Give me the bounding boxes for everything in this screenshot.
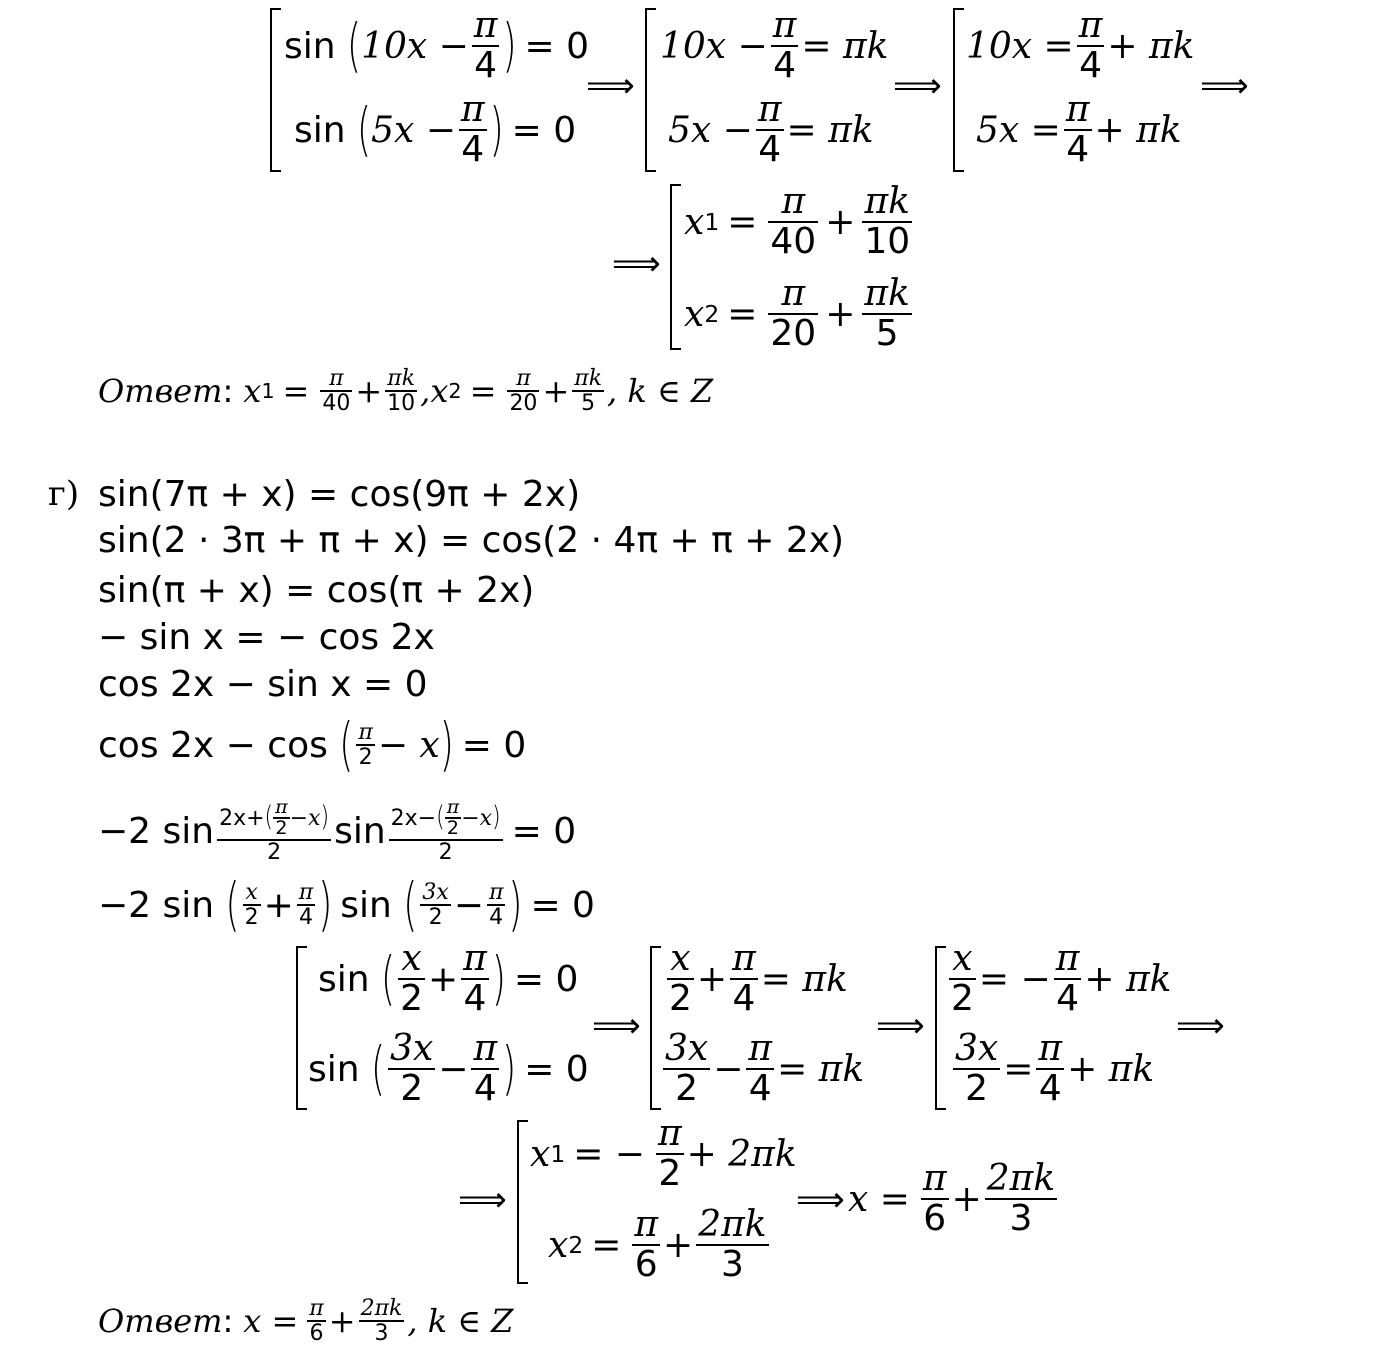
implies-arrow: ⟹ <box>1176 1006 1225 1046</box>
equation-row: 5x − $\frac{\pi}{4}$ = πk <box>668 89 874 170</box>
system-bracket <box>670 184 681 350</box>
fraction: $\frac{\pi}{2}$ <box>358 719 373 770</box>
fraction: $\frac{\pi}{4}$ <box>473 5 498 86</box>
answer-line: Ответ : x = $\frac{\pi}{6}$ + $\frac{2\pi k}{3}$ , k ∈ Z <box>98 1295 514 1346</box>
paren-open: ( <box>335 13 362 79</box>
equation-row: $\frac{3x}{2}$ − $\frac{\pi}{4}$ = πk <box>665 1028 865 1109</box>
fraction: $\frac{2\pi k}{3}$ <box>698 1204 767 1285</box>
fraction: $\frac{\pi}{4}$ <box>772 5 797 86</box>
implies-arrow: ⟹ <box>1200 66 1249 106</box>
fraction: $\frac{\pi}{4}$ <box>298 879 314 930</box>
equation-row: x 2 = $\frac{\pi}{20}$ + $\frac{\pi k}{5}$ <box>684 273 910 354</box>
fraction: $\frac{\pi}{20}$ <box>509 365 538 416</box>
equation-row: $\frac{3x}{2}$ = $\frac{\pi}{4}$ + πk <box>955 1028 1155 1109</box>
implies-arrow: ⟹ <box>893 66 942 106</box>
fraction: $\frac{3x}{2}$ <box>665 1028 709 1109</box>
argument: 5x − <box>371 109 456 151</box>
fraction: $\frac{2\pi k}{3}$ <box>360 1295 403 1346</box>
system-bracket <box>645 8 656 172</box>
fraction: $\frac{3x}{2}$ <box>422 879 449 930</box>
fraction: $\frac{\pi}{4}$ <box>488 879 504 930</box>
equation-line: cos 2x − sin x = 0 <box>98 664 428 705</box>
equation-row: 5x = $\frac{\pi}{4}$ + πk <box>976 89 1182 170</box>
sin-function: sin <box>294 109 346 151</box>
implies-arrow: ⟹ <box>458 1180 507 1220</box>
system-bracket <box>296 946 307 1110</box>
equation-row: $\frac{x}{2}$ + $\frac{\pi}{4}$ = πk <box>669 938 848 1019</box>
argument: 10x − <box>361 25 469 67</box>
equation-row <box>284 6 589 86</box>
fraction: $\frac{\pi}{4}$ <box>473 1028 498 1109</box>
implies-arrow: ⟹ <box>796 1180 845 1220</box>
equation-row: x 1 = $\frac{\pi}{40}$ + $\frac{\pi k}{10}$ <box>684 181 911 262</box>
equation-line: −2 sin ( $\frac{x}{2}$ + $\frac{\pi}{4}$ ) sin ( $\frac{3x}{2}$ − $\frac{\pi}{4}$ ) = 0 <box>98 872 595 938</box>
fraction: $\frac{3x}{2}$ <box>390 1028 434 1109</box>
equation-row: $\frac{x}{2}$ = − $\frac{\pi}{4}$ + πk <box>951 938 1172 1019</box>
system-bracket <box>517 1120 528 1284</box>
fraction: $\frac{x}{2}$ <box>244 879 259 930</box>
fraction: $\frac{\pi}{4}$ <box>757 89 782 170</box>
implies-arrow: ⟹ <box>876 1006 925 1046</box>
fraction: $\frac{\pi}{4}$ <box>1065 89 1090 170</box>
paren-close: ) <box>502 13 517 79</box>
fraction: $\frac{\pi k}{5}$ <box>574 365 603 416</box>
fraction: $\frac{x}{2}$ <box>951 938 974 1019</box>
fraction: $\frac{\pi}{2}$ <box>657 1113 682 1194</box>
fraction: $\frac{\pi}{6}$ <box>922 1158 947 1239</box>
equation-row: 10x − $\frac{\pi}{4}$ = πk <box>660 5 889 86</box>
answer-word: Ответ <box>98 1302 223 1340</box>
fraction: $\frac{\pi}{4}$ <box>732 938 756 1019</box>
fraction: 2x+( $\frac{\pi}{2}$ −x) 2 <box>219 795 330 866</box>
fraction: $\frac{3x}{2}$ <box>955 1028 999 1109</box>
equation-line: −2 sin 2x+( $\frac{\pi}{2}$ −x) 2 sin 2x−( $\frac{\pi}{2}$ −x) 2 = 0 <box>98 795 577 866</box>
equation-row: 10x = $\frac{\pi}{4}$ + πk <box>966 5 1195 86</box>
fraction: 2x−( $\frac{\pi}{2}$ −x) 2 <box>390 795 501 866</box>
system-bracket <box>935 946 946 1110</box>
paren-open: ( <box>345 97 372 163</box>
equation-row: sin ( $\frac{3x}{2}$ − $\frac{\pi}{4}$ ) = 0 <box>308 1028 589 1109</box>
fraction: $\frac{\pi}{4}$ <box>1038 1028 1063 1109</box>
equation-row: sin ( $\frac{x}{2}$ + $\frac{\pi}{4}$ ) = 0 <box>318 938 579 1019</box>
fraction: $\frac{\pi k}{10}$ <box>387 365 416 416</box>
fraction: $\frac{\pi}{20}$ <box>770 273 817 354</box>
fraction: $\frac{\pi k}{10}$ <box>864 181 911 262</box>
answer-line: Ответ : x 1 = $\frac{\pi}{40}$ + $\frac{\pi k}{10}$ , x 2 = $\frac{\pi}{20}$ + $\frac{\pi k}{5}$ , k ∈ Z <box>98 365 714 416</box>
fraction: $\frac{\pi}{6}$ <box>309 1295 324 1346</box>
equation-row: x 1 = − $\frac{\pi}{2}$ + 2πk <box>530 1113 797 1194</box>
equation-line: sin(π + x) = cos(π + 2x) <box>98 570 535 611</box>
fraction: $\frac{x}{2}$ <box>400 938 423 1019</box>
equation-row: x 2 = $\frac{\pi}{6}$ + $\frac{2\pi k}{3}$ <box>548 1204 767 1285</box>
paren-close: ) <box>489 97 504 163</box>
fraction: $\frac{2\pi k}{3}$ <box>986 1158 1056 1239</box>
fraction: $\frac{\pi}{4}$ <box>1055 938 1080 1019</box>
rhs: = 0 <box>511 109 577 151</box>
equation-line: sin(7π + x) = cos(9π + 2x) <box>98 474 581 515</box>
equation-row <box>294 90 576 170</box>
fraction: $\frac{\pi}{4}$ <box>1078 5 1103 86</box>
fraction: $\frac{\pi}{4}$ <box>460 89 485 170</box>
fraction: $\frac{\pi}{40}$ <box>770 181 817 262</box>
answer-word: Ответ <box>98 372 223 410</box>
system-bracket <box>270 8 281 172</box>
equation-line: sin(2 · 3π + π + x) = cos(2 · 4π + π + 2x) <box>98 520 845 561</box>
result-equation: x = $\frac{\pi}{6}$ + $\frac{2\pi k}{3}$ <box>848 1158 1056 1239</box>
system-bracket <box>953 8 964 172</box>
fraction: $\frac{\pi}{40}$ <box>322 365 351 416</box>
fraction: $\frac{\pi k}{5}$ <box>864 273 910 354</box>
sin-function: sin <box>284 25 336 67</box>
implies-arrow: ⟹ <box>586 66 635 106</box>
equation-line: cos 2x − cos ( $\frac{\pi}{2}$ − x ) = 0 <box>98 712 527 778</box>
part-label: г) <box>48 474 80 514</box>
fraction: $\frac{\pi}{4}$ <box>748 1028 773 1109</box>
fraction: $\frac{\pi}{4}$ <box>463 938 487 1019</box>
fraction: $\frac{\pi}{6}$ <box>634 1204 659 1285</box>
implies-arrow: ⟹ <box>592 1006 641 1046</box>
rhs: = 0 <box>524 25 590 67</box>
implies-arrow: ⟹ <box>612 244 661 284</box>
fraction: $\frac{x}{2}$ <box>669 938 692 1019</box>
equation-line: − sin x = − cos 2x <box>98 617 435 658</box>
